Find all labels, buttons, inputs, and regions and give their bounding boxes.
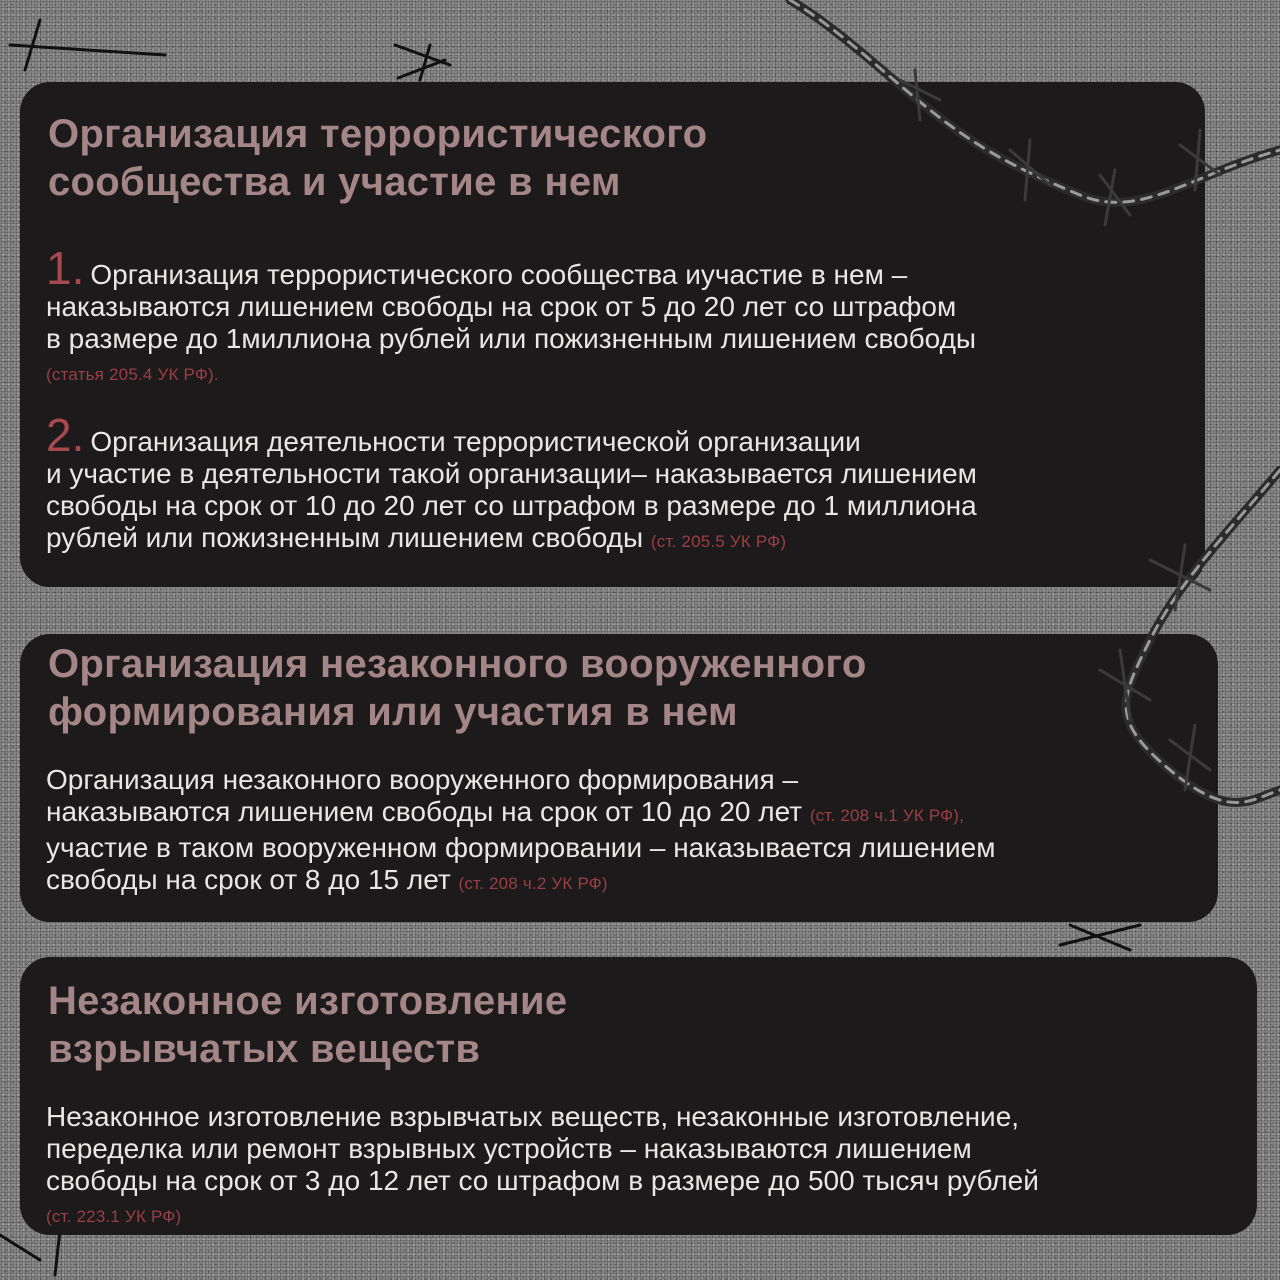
section-body: Организация незаконного вооруженного формирования – наказываются лишением свободы на срок от 10 до 20 лет (ст. 208 ч.1 УК РФ), участие в таком вооруженном формировании – наказывается лишением свободы на срок от 8 до 15 лет (ст. 208 ч.2 УК РФ): [46, 764, 996, 895]
law-reference: (ст. 223.1 УК РФ): [46, 1207, 182, 1226]
section-terrorist-community: [20, 82, 1205, 587]
law-reference: (ст. 208 ч.1 УК РФ),: [809, 806, 965, 825]
law-reference: (статья 205.4 УК РФ).: [46, 365, 219, 384]
item-number: 1.: [46, 242, 85, 294]
list-item: 2. Организация деятельности террористической организации и участие в деятельности такой организации– наказывается лишением свободы на срок от 10 до 20 лет со штрафом в размере до 1 миллиона рублей или пожизненным лишением свободы (ст. 205.5 УК РФ): [46, 409, 977, 553]
section-body: Незаконное изготовление взрывчатых веществ, незаконные изготовление, переделка или ремонт взрывных устройств – наказываются лишением свободы на срок от 3 до 12 лет со штрафом в размере до 500 тысяч рублей (ст. 223.1 УК РФ): [46, 1101, 1039, 1226]
section-explosives: [20, 957, 1257, 1235]
law-reference: (ст. 208 ч.2 УК РФ): [458, 874, 608, 893]
law-reference: (ст. 205.5 УК РФ): [650, 532, 787, 551]
section-title: Организация террористического сообщества и участие в нем: [48, 112, 708, 204]
list-item: 1. Организация террористического сообщества иучастие в нем – наказываются лишением свободы на срок от 5 до 20 лет со штрафом в размере до 1миллиона рублей или пожизненным лишением свободы (статья 205.4 УК РФ).: [46, 242, 977, 384]
section-armed-formation: [20, 634, 1218, 922]
section-title: Организация незаконного вооруженного формирования или участия в нем: [48, 642, 867, 734]
section-title: Незаконное изготовление взрывчатых веществ: [48, 979, 568, 1071]
item-number: 2.: [46, 409, 85, 461]
